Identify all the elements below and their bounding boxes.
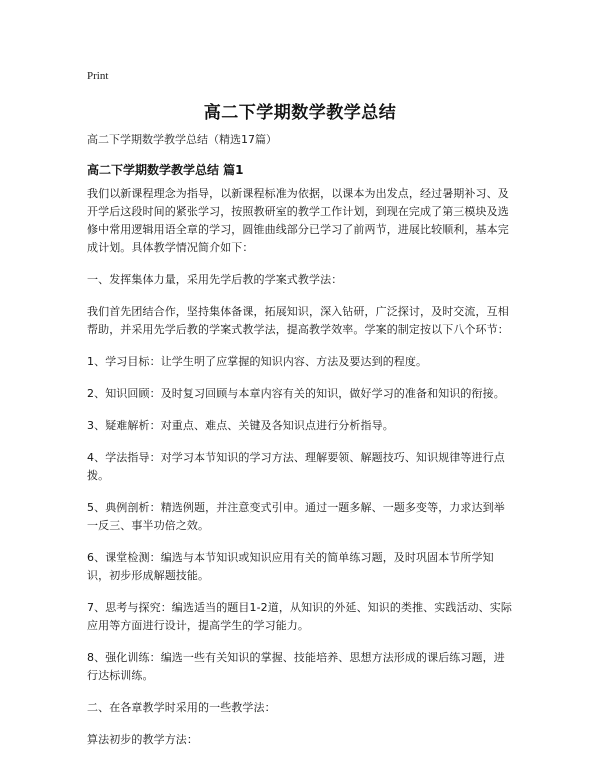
paragraph-step-7: 7、思考与探究：编选适当的题目1-2道，从知识的外延、知识的类推、实践活动、实际应用等方面进行设计，提高学生的学习能力。 [87, 601, 512, 632]
paragraph-step-3: 3、疑难解析：对重点、难点、关键及各知识点进行分析指导。 [87, 419, 394, 432]
paragraph-step-1: 1、学习目标：让学生明了应掌握的知识内容、方法及要达到的程度。 [87, 355, 428, 368]
print-label[interactable]: Print [87, 70, 109, 82]
paragraph-intro: 我们以新课程理念为指导，以新课程标准为依据，以课本为出发点，经过暑期补习、及开学后这段时间的紧张学习，按照教研室的教学工作计划，到现在完成了第三模块及选修中常用逻辑用语全章的学习，圆锥曲线部分已学习了前两节，进展比较顺利，基本完成计划。具体教学情况简介如下： [87, 187, 509, 254]
paragraph-heading-2: 二、在各章教学时采用的一些教学法： [87, 701, 276, 714]
document-subtitle: 高二下学期数学教学总结（精选17篇） [87, 133, 277, 146]
section-title: 高二下学期数学教学总结 篇1 [87, 163, 244, 177]
paragraph-step-6: 6、课堂检测：编选与本节知识或知识应用有关的简单练习题，及时巩固本节所学知识，初步形成解题技能。 [87, 551, 494, 582]
article-body [87, 185, 515, 763]
paragraph-step-8: 8、强化训练：编选一些有关知识的掌握、技能培养、思想方法形成的课后练习题，进行达标训练。 [87, 651, 505, 682]
paragraph-step-4: 4、学法指导：对学习本节知识的学习方法、理解要领、解题技巧、知识规律等进行点拨。 [87, 451, 505, 482]
page-title: 高二下学期数学教学总结 [203, 103, 397, 123]
paragraph-step-5: 5、典例剖析：精选例题，并注意变式引申。通过一题多解、一题多变等，力求达到举一反三、事半功倍之效。 [87, 501, 505, 532]
paragraph-heading-1: 一、发挥集体力量，采用先学后教的学案式教学法： [87, 273, 343, 286]
paragraph-step-2: 2、知识回顾：及时复习回顾与本章内容有关的知识，做好学习的准备和知识的衔接。 [87, 387, 505, 400]
paragraph-algorithm-method: 算法初步的教学方法： [87, 733, 198, 746]
paragraph-method: 我们首先团结合作，坚持集体备课，拓展知识，深入钻研，广泛探讨，及时交流，互相帮助，并采用先学后教的学案式教学法，提高教学效率。学案的制定按以下八个环节： [87, 305, 509, 336]
